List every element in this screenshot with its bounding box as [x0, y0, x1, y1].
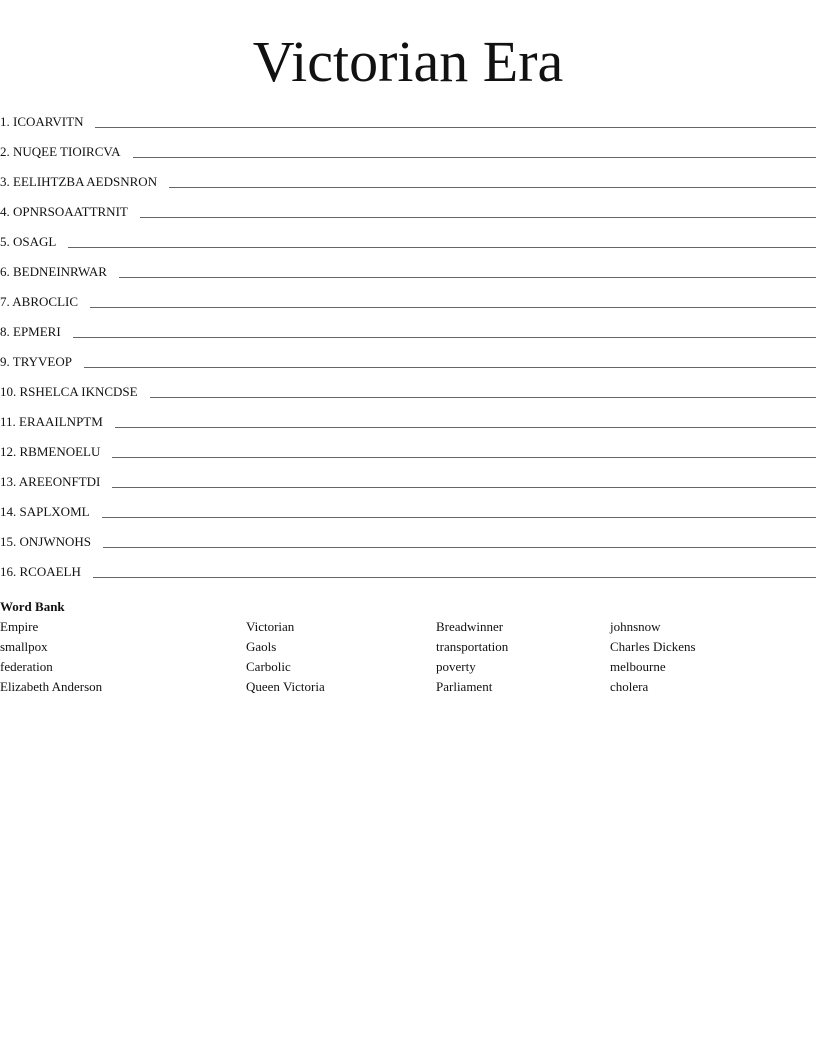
answer-line	[140, 217, 816, 218]
word-bank-entry: Gaols	[246, 639, 277, 654]
word-bank-row	[0, 618, 816, 638]
scrambled-word: 8. EPMERI	[0, 324, 61, 339]
question-row	[0, 563, 816, 585]
scrambled-word: 5. OSAGL	[0, 234, 57, 249]
scrambled-word: 6. BEDNEINRWAR	[0, 264, 107, 279]
question-row	[0, 323, 816, 345]
question-row	[0, 503, 816, 525]
answer-line	[95, 127, 816, 128]
scrambled-word: 4. OPNRSOAATTRNIT	[0, 204, 128, 219]
word-bank-entry: Charles Dickens	[610, 639, 696, 654]
scrambled-word: 12. RBMENOELU	[0, 444, 101, 459]
scrambled-word: 11. ERAAILNPTM	[0, 414, 103, 429]
question-row	[0, 263, 816, 285]
word-bank-title: Word Bank	[0, 599, 65, 614]
answer-line	[133, 157, 816, 158]
question-row	[0, 443, 816, 465]
answer-line	[93, 577, 816, 578]
answer-line	[90, 307, 816, 308]
question-row	[0, 143, 816, 165]
word-bank-row	[0, 658, 816, 678]
scrambled-word: 9. TRYVEOP	[0, 354, 72, 369]
scrambled-word: 10. RSHELCA IKNCDSE	[0, 384, 138, 399]
word-bank	[0, 598, 816, 698]
answer-line	[73, 337, 816, 338]
word-bank-entry: Parliament	[436, 679, 493, 694]
question-row	[0, 233, 816, 255]
answer-line	[119, 277, 816, 278]
word-bank-entry: Queen Victoria	[246, 679, 325, 694]
word-bank-entry: johnsnow	[610, 619, 661, 634]
scrambled-word: 7. ABROCLIC	[0, 294, 79, 309]
word-bank-row	[0, 638, 816, 658]
question-row	[0, 353, 816, 375]
word-bank-entry: smallpox	[0, 639, 48, 654]
question-row	[0, 473, 816, 495]
word-bank-entry: melbourne	[610, 659, 666, 674]
word-bank-entry: Breadwinner	[436, 619, 504, 634]
scrambled-word: 2. NUQEE TIOIRCVA	[0, 144, 121, 159]
word-bank-entry: Carbolic	[246, 659, 291, 674]
answer-line	[103, 547, 816, 548]
word-bank-entry: Empire	[0, 619, 39, 634]
page-title: Victorian Era	[252, 29, 564, 94]
word-bank-entry: poverty	[436, 659, 476, 674]
scrambled-word: 1. ICOARVITN	[0, 114, 84, 129]
scrambled-word: 14. SAPLXOML	[0, 504, 90, 519]
question-row	[0, 203, 816, 225]
word-bank-entry: Elizabeth Anderson	[0, 679, 103, 694]
answer-line	[68, 247, 816, 248]
question-row	[0, 173, 816, 195]
scrambled-word: 13. AREEONFTDI	[0, 474, 101, 489]
word-bank-row	[0, 678, 816, 698]
word-bank-entry: Victorian	[246, 619, 295, 634]
answer-line	[112, 487, 816, 488]
scrambled-word: 3. EELIHTZBA AEDSNRON	[0, 174, 158, 189]
answer-line	[169, 187, 816, 188]
scrambled-word: 15. ONJWNOHS	[0, 534, 91, 549]
word-bank-entry: transportation	[436, 639, 509, 654]
answer-line	[102, 517, 816, 518]
word-bank-entry: cholera	[610, 679, 649, 694]
answer-line	[84, 367, 816, 368]
question-row	[0, 113, 816, 135]
answer-line	[115, 427, 816, 428]
question-row	[0, 383, 816, 405]
answer-line	[112, 457, 816, 458]
question-row	[0, 293, 816, 315]
question-row	[0, 413, 816, 435]
word-bank-entry: federation	[0, 659, 53, 674]
question-row	[0, 533, 816, 555]
answer-line	[150, 397, 816, 398]
scrambled-word: 16. RCOAELH	[0, 564, 81, 579]
